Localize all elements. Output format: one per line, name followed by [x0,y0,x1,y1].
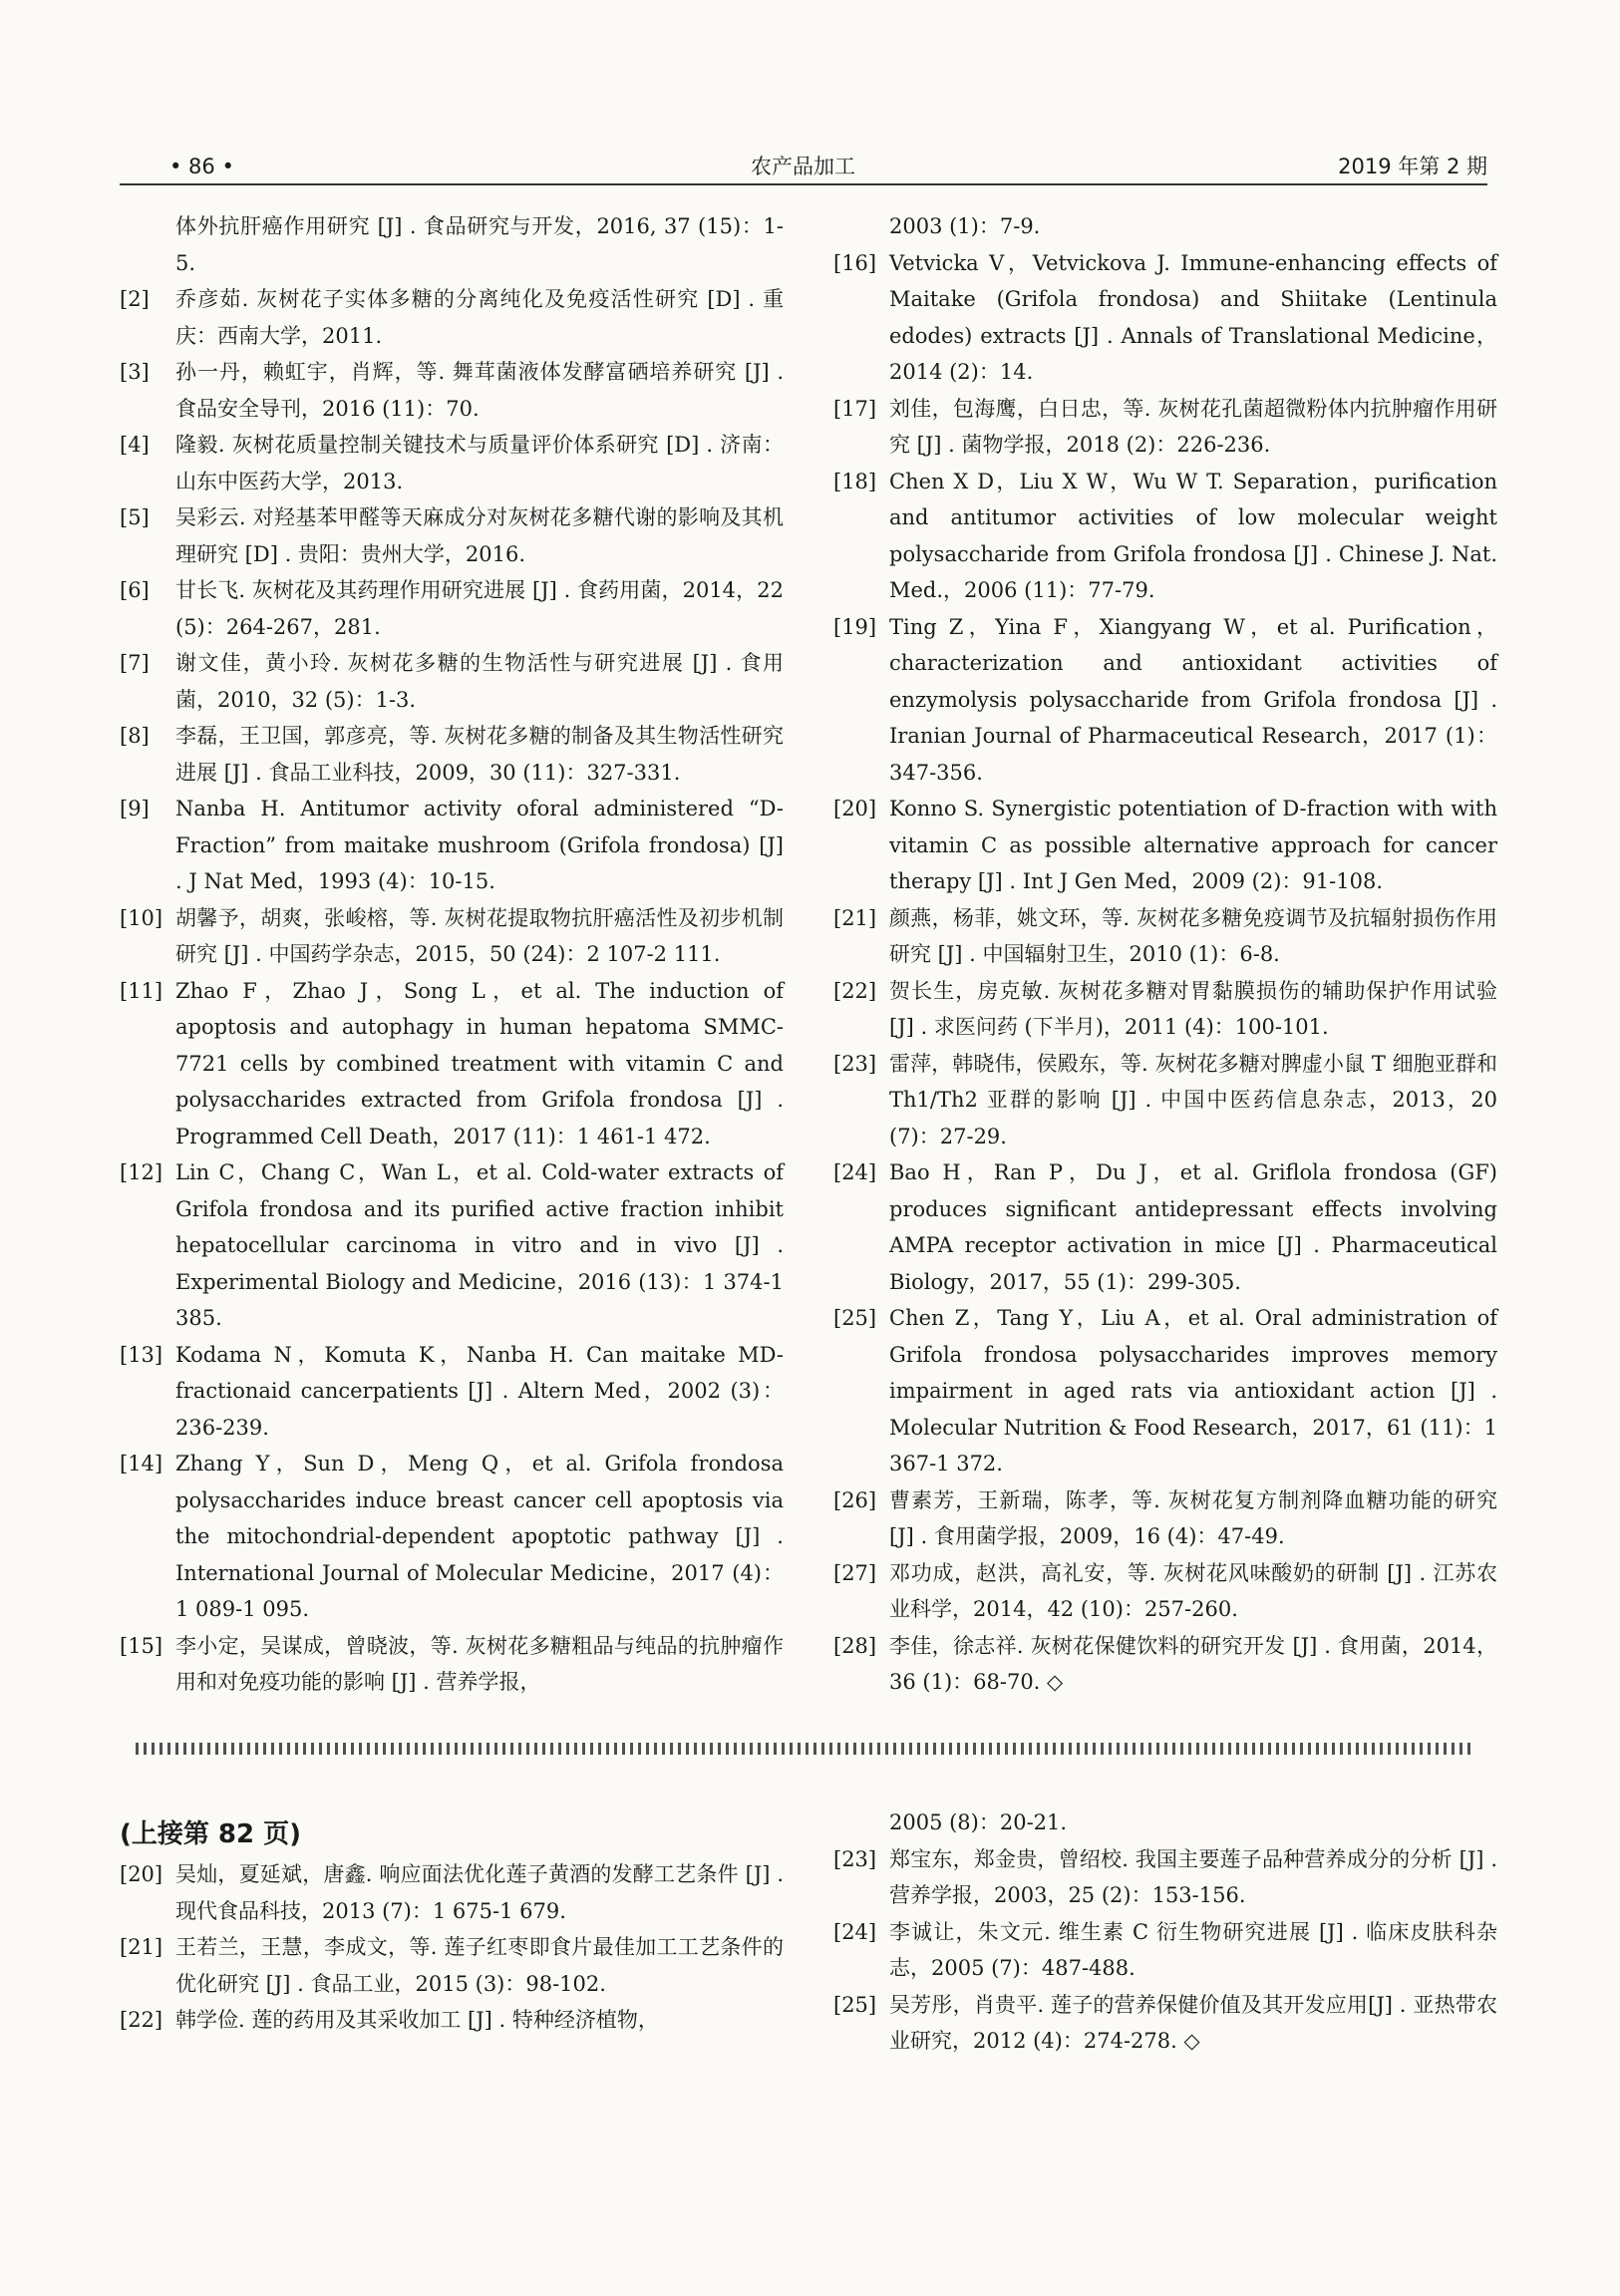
reference-item [120,1446,784,1628]
reference-continuation: 2003 (1)：7-9. [889,214,1041,238]
reference-text: 李小定，吴谋成，曾晓波，等. 灰树花多糖粗品与纯品的抗肿瘤作用和对免疫功能的影响 [J] . 营养学报， [175,1633,784,1694]
reference-number: [24] [833,1919,877,1944]
reference-text: 甘长飞. 灰树花及其药理作用研究进展 [J] . 食药用菌，2014，22 (5)：264-267，281. [175,578,784,639]
reference-number: [10] [120,905,163,930]
reference-item [120,354,784,427]
reference-item [833,609,1497,792]
reference-item [120,499,784,572]
reference-item [833,1482,1497,1555]
reference-number: [23] [833,1846,877,1871]
reference-number: [21] [833,905,877,930]
reference-text: 乔彦茹. 灰树花子实体多糖的分离纯化及免疫活性研究 [D] . 重庆：西南大学，2011. [175,287,784,348]
continued-right-column [833,1804,1497,2060]
reference-number: [25] [833,1306,877,1330]
reference-item [833,1154,1497,1300]
reference-item [120,645,784,718]
reference-item [833,1987,1497,2060]
reference-item [833,1841,1497,1914]
reference-item [120,1856,784,1929]
reference-number: [28] [833,1633,877,1658]
reference-text: 邓功成，赵洪，高礼安，等. 灰树花风味酸奶的研制 [J] . 江苏农业科学，2014，42 (10)：257-260. [889,1560,1497,1621]
reference-item [833,791,1497,900]
reference-item [120,900,784,973]
reference-text: 贺长生，房克敏. 灰树花多糖对胃黏膜损伤的辅助保护作用试验 [J] . 求医问药 (下半月)，2011 (4)：100-101. [889,978,1497,1039]
reference-text: 李佳，徐志祥. 灰树花保健饮料的研究开发 [J] . 食用菌，2014，36 (1)：68-70. ◇ [889,1633,1497,1694]
reference-number: [16] [833,250,877,275]
reference-item [833,1046,1497,1155]
reference-text: Kodama N，Komuta K，Nanba H. Can maitake MD-fractionaid cancerpatients [J] . Altern Med，2002 (3)：236-239. [175,1342,784,1440]
page-header [120,0,1487,183]
reference-text: Nanba H. Antitumor activity oforal administered “D-Fraction” from maitake mushroom (Grifola frondosa) [J] . J Nat Med，1993 (4)：10-15. [175,797,784,893]
reference-item [120,2002,784,2039]
references-right-column [833,208,1497,1701]
reference-continuation: 体外抗肝癌作用研究 [J] . 食品研究与开发，2016, 37 (15)：1-5. [175,214,784,275]
reference-item [120,1154,784,1337]
continued-left-column [120,1856,784,2039]
reference-text: 刘佳，包海鹰，白日忠，等. 灰树花孔菌超微粉体内抗肿瘤作用研究 [J] . 菌物学报，2018 (2)：226-236. [889,396,1497,457]
reference-text: 吴彩云. 对羟基苯甲醛等天麻成分对灰树花多糖代谢的影响及其机理研究 [D] . 贵阳：贵州大学，2016. [175,505,784,566]
header-rule [120,183,1487,185]
reference-number: [11] [120,978,163,1003]
section-divider [136,1743,1471,1755]
reference-text: Zhang Y，Sun D，Meng Q，et al. Grifola frondosa polysaccharides induce breast cancer cell apoptosis via the mitochondrial-dependent apoptotic pathway [J] . International Journal of Molecular Medicine，2017 (4)：1 089-1 095. [175,1452,784,1621]
reference-item [120,718,784,791]
reference-item [120,1628,784,1701]
reference-number: [23] [833,1051,877,1076]
reference-number: [8] [120,724,150,748]
reference-text: 李磊，王卫国，郭彦亮，等. 灰树花多糖的制备及其生物活性研究进展 [J] . 食品工业科技，2009，30 (11)：327-331. [175,724,784,785]
reference-number: [7] [120,651,150,675]
reference-number: [20] [833,797,877,820]
reference-item [120,281,784,354]
reference-item [833,391,1497,464]
reference-text: 曹素芳，王新瑞，陈孝，等. 灰树花复方制剂降血糖功能的研究 [J] . 食用菌学报，2009，16 (4)：47-49. [889,1487,1497,1548]
reference-text: 韩学俭. 莲的药用及其采收加工 [J] . 特种经济植物， [175,2008,659,2032]
reference-item [833,1914,1497,1987]
reference-item [833,245,1497,391]
reference-number: [4] [120,433,150,457]
page-number: • 86 • [169,155,234,178]
reference-text: 颜燕，杨菲，姚文环，等. 灰树花多糖免疫调节及抗辐射损伤作用研究 [J] . 中国辐射卫生，2010 (1)：6-8. [889,905,1497,966]
issue-label: 2019 年第 2 期 [1338,155,1487,178]
references-left-column [120,208,784,1701]
reference-number: [24] [833,1160,877,1184]
reference-number: [3] [120,360,150,384]
reference-text: 隆毅. 灰树花质量控制关键技术与质量评价体系研究 [D] . 济南：山东中医药大学，2013. [175,433,784,493]
reference-text: Konno S. Synergistic potentiation of D-fraction with with vitamin C as possible alternative approach for cancer therapy [J] . Int J Gen Med，2009 (2)：91-108. [889,797,1497,893]
reference-number: [19] [833,614,877,639]
reference-number: [15] [120,1633,163,1658]
journal-title: 农产品加工 [751,155,855,178]
reference-item [833,1555,1497,1628]
reference-continuation: 2005 (8)：20-21. [889,1810,1068,1834]
reference-text: Chen Z，Tang Y，Liu A，et al. Oral administration of Grifola frondosa polysaccharides improves memory impairment in aged rats via antioxidant action [J] . Molecular Nutrition & Food Research，2017，61 (11)：1 367-1 372. [889,1306,1497,1476]
reference-list [120,1856,784,2039]
reference-text: Chen X D，Liu X W，Wu W T. Separation，purification and antitumor activities of low molecular weight polysaccharide from Grifola frondosa [J] . Chinese J. Nat. Med.，2006 (11)：77-79. [889,469,1497,602]
reference-number: [22] [120,2008,163,2032]
reference-text: Lin C，Chang C，Wan L，et al. Cold-water extracts of Grifola frondosa and its purified active fraction inhibit hepatocellular carcinoma in vitro and in vivo [J] . Experimental Biology and Medicine，2016 (13)：1 374-1 385. [175,1160,784,1330]
reference-text: 吴灿，夏延斌，唐鑫. 响应面法优化莲子黄酒的发酵工艺条件 [J] . 现代食品科技，2013 (7)：1 675-1 679. [175,1862,784,1923]
reference-item [833,464,1497,609]
reference-text: Zhao F，Zhao J，Song L，et al. The induction of apoptosis and autophagy in human hepatoma SMMC-7721 cells by combined treatment with vitamin C and polysaccharides extracted from Grifola frondosa [J] . Programmed Cell Death，2017 (11)：1 461-1 472. [175,978,784,1148]
reference-number: [18] [833,469,877,493]
reference-item [833,973,1497,1046]
reference-number: [21] [120,1935,163,1959]
reference-number: [9] [120,797,150,820]
reference-item [833,1628,1497,1701]
reference-item [120,973,784,1155]
reference-text: 谢文佳，黄小玲. 灰树花多糖的生物活性与研究进展 [J] . 食用菌，2010，32 (5)：1-3. [175,651,784,712]
reference-text: 胡馨予，胡爽，张峻榕，等. 灰树花提取物抗肝癌活性及初步机制研究 [J] . 中国药学杂志，2015，50 (24)：2 107-2 111. [175,905,784,966]
reference-number: [13] [120,1342,163,1367]
reference-number: [5] [120,505,150,529]
reference-text: 郑宝东，郑金贵，曾绍校. 我国主要莲子品种营养成分的分析 [J] . 营养学报，2003，25 (2)：153-156. [889,1846,1497,1907]
reference-list [120,281,784,1701]
reference-item [120,427,784,499]
reference-number: [20] [120,1862,163,1886]
reference-number: [22] [833,978,877,1003]
reference-number: [6] [120,578,150,602]
reference-item [120,1337,784,1447]
reference-list [833,245,1497,1701]
reference-text: 李诚让，朱文元. 维生素 C 衍生物研究进展 [J] . 临床皮肤科杂志，2005 (7)：487-488. [889,1919,1497,1980]
continued-from-label: (上接第 82 页) [120,1819,302,1849]
reference-number: [26] [833,1487,877,1512]
reference-text: 吴芳彤，肖贵平. 莲子的营养保健价值及其开发应用[J] . 亚热带农业研究，2012 (4)：274-278. ◇ [889,1992,1497,2053]
reference-text: 王若兰，王慧，李成文，等. 莲子红枣即食片最佳加工工艺条件的优化研究 [J] . 食品工业，2015 (3)：98-102. [175,1935,784,1996]
reference-number: [14] [120,1452,163,1476]
reference-number: [12] [120,1160,163,1184]
reference-list [833,1841,1497,2060]
reference-item [833,1300,1497,1482]
reference-item [120,572,784,645]
reference-text: Bao H，Ran P，Du J，et al. Griflola frondosa (GF) produces significant antidepressant effects involving AMPA receptor activation in mice [J] . Pharmaceutical Biology，2017，55 (1)：299-305. [889,1160,1497,1294]
reference-item [120,791,784,900]
reference-item [120,1929,784,2002]
reference-text: 雷萍，韩晓伟，侯殿东，等. 灰树花多糖对脾虚小鼠 T 细胞亚群和 Th1/Th2 亚群的影响 [J] . 中国中医药信息杂志，2013，20 (7)：27-29. [889,1051,1497,1148]
reference-text: 孙一丹，赖虹宇，肖辉，等. 舞茸菌液体发酵富硒培养研究 [J] . 食品安全导刊，2016 (11)：70. [175,360,784,421]
reference-number: [27] [833,1560,877,1585]
reference-number: [25] [833,1992,877,2017]
reference-text: Ting Z，Yina F，Xiangyang W，et al. Purification，characterization and antioxidant activities of enzymolysis polysaccharide from Grifola frondosa [J] . Iranian Journal of Pharmaceutical Research，2017 (1)：347-356. [889,614,1497,785]
reference-item [833,900,1497,973]
reference-text: Vetvicka V，Vetvickova J. Immune-enhancing effects of Maitake (Grifola frondosa) and Shiitake (Lentinula edodes) extracts [J] . Annals of Translational Medicine，2014 (2)：14. [889,250,1497,384]
reference-number: [17] [833,396,877,421]
reference-number: [2] [120,287,150,311]
